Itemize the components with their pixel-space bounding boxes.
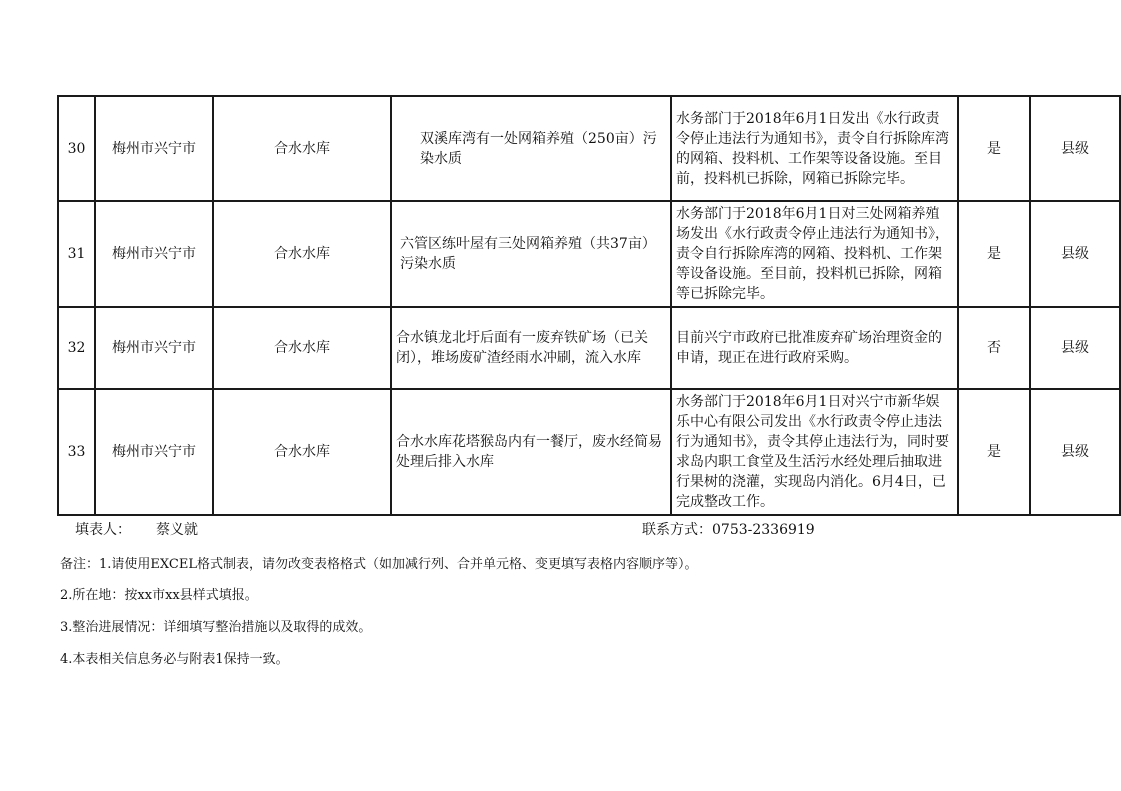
problem-cell: 合水水库花塔猴岛内有一餐厅，废水经简易处理后排入水库 (391, 389, 671, 515)
location-cell: 梅州市兴宁市 (95, 307, 213, 389)
level-cell: 县级 (1030, 389, 1120, 515)
rectification-table (57, 95, 1121, 516)
row-number: 32 (58, 307, 95, 389)
reservoir-cell: 合水水库 (213, 389, 391, 515)
level-cell: 县级 (1030, 201, 1120, 307)
row-number: 30 (58, 96, 95, 201)
level-cell: 县级 (1030, 96, 1120, 201)
progress-cell: 目前兴宁市政府已批准废弃矿场治理资金的申请，现正在进行政府采购。 (671, 307, 958, 389)
filler-name: 蔡义就 (156, 522, 198, 538)
note-2: 2.所在地：按xx市xx县样式填报。 (60, 588, 258, 603)
completed-cell: 否 (958, 307, 1030, 389)
reservoir-cell: 合水水库 (213, 307, 391, 389)
row-number: 33 (58, 389, 95, 515)
problem-cell: 六管区练叶屋有三处网箱养殖（共37亩）污染水质 (391, 201, 671, 307)
progress-cell: 水务部门于2018年6月1日对三处网箱养殖场发出《水行政责令停止违法行为通知书》，责令自行拆除库湾的网箱、投料机、工作架等设备设施。至目前，投料机已拆除，网箱等已拆除完毕。 (671, 201, 958, 307)
location-cell: 梅州市兴宁市 (95, 389, 213, 515)
note-1: 备注：1.请使用EXCEL格式制表，请勿改变表格格式（如加减行列、合并单元格、变更填写表格内容顺序等）。 (60, 557, 698, 572)
note-4: 4.本表相关信息务必与附表1保持一致。 (60, 652, 289, 667)
progress-cell: 水务部门于2018年6月1日发出《水行政责令停止违法行为通知书》，责令自行拆除库湾的网箱、投料机、工作架等设备设施。至目前，投料机已拆除，网箱已拆除完毕。 (671, 96, 958, 201)
progress-cell: 水务部门于2018年6月1日对兴宁市新华娱乐中心有限公司发出《水行政责令停止违法行为通知书》，责令其停止违法行为，同时要求岛内职工食堂及生活污水经处理后抽取进行果树的浇灌，实现岛内消化。6月4日，已完成整改工作。 (671, 389, 958, 515)
contact-info: 联系方式：0753-2336919 (642, 522, 815, 538)
problem-cell: 合水镇龙北圩后面有一废弃铁矿场（已关闭），堆场废矿渣经雨水冲刷，流入水库 (391, 307, 671, 389)
table-row (58, 96, 1120, 201)
completed-cell: 是 (958, 96, 1030, 201)
location-cell: 梅州市兴宁市 (95, 201, 213, 307)
filler-label: 填表人： (75, 522, 131, 538)
level-cell: 县级 (1030, 307, 1120, 389)
reservoir-cell: 合水水库 (213, 201, 391, 307)
problem-cell: 双溪库湾有一处网箱养殖（250亩）污染水质 (391, 96, 671, 201)
table-row (58, 389, 1120, 515)
completed-cell: 是 (958, 389, 1030, 515)
table-row (58, 201, 1120, 307)
table-row (58, 307, 1120, 389)
row-number: 31 (58, 201, 95, 307)
location-cell: 梅州市兴宁市 (95, 96, 213, 201)
completed-cell: 是 (958, 201, 1030, 307)
note-3: 3.整治进展情况：详细填写整治措施以及取得的成效。 (60, 620, 372, 635)
reservoir-cell: 合水水库 (213, 96, 391, 201)
